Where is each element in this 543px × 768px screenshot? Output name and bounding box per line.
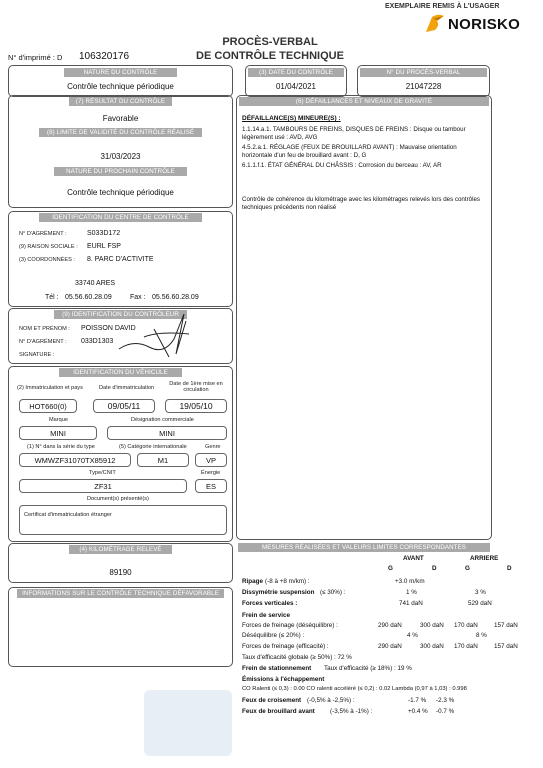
date-controle-box xyxy=(245,65,347,97)
imprime-label: N° d'imprimé : D xyxy=(8,53,63,62)
brouillard-limit: (-3,5% à -1%) : xyxy=(330,708,373,715)
num-pv-header: N° DU PROCÈS-VERBAL xyxy=(360,68,487,77)
controleur-box xyxy=(8,308,233,364)
controleur-nom-label: NOM ET PRÉNOM : xyxy=(19,326,70,332)
frein-stationnement-value: Taux d'efficacité (≥ 18%) : 19 % xyxy=(324,665,412,672)
feff-arg: 170 daN xyxy=(454,643,478,650)
date-controle-header: (3) DATE DU CONTRÔLE xyxy=(248,68,344,77)
controleur-agrement-label: N° D'AGRÉMENT : xyxy=(19,339,67,345)
prochain-header: NATURE DU PROCHAIN CONTRÔLE xyxy=(54,167,187,176)
result-box xyxy=(8,95,233,208)
vehicule-header: IDENTIFICATION DU VÉHICULE xyxy=(59,368,182,377)
brand-name: NORISKO xyxy=(448,16,521,33)
forces-verticales-arriere: 529 daN xyxy=(468,600,492,607)
defaillances-list xyxy=(242,126,484,170)
title-line2: DE CONTRÔLE TECHNIQUE xyxy=(196,50,344,62)
limite-header: (8) LIMITE DE VALIDITÉ DU CONTRÔLE RÉALISÉ xyxy=(39,128,202,137)
date-circ-label: Date de 1ère mise en circulation xyxy=(169,381,223,393)
avant-d-label: D xyxy=(432,565,437,572)
controleur-nom: POISSON DAVID xyxy=(81,325,136,332)
defaillance-item: 4.5.2.a.1. RÉGLAGE (FEUX DE BROUILLARD AVANT) : Mauvaise orientation horizontale d'un feu de brouillard avant : D, G xyxy=(242,144,457,159)
nature-box xyxy=(8,65,233,97)
forces-desequilibre-label: Forces de freinage (déséquilibre) : xyxy=(242,622,338,629)
centre-coord-label: (3) COORDONNÉES : xyxy=(19,257,75,263)
signature-image xyxy=(114,309,194,361)
kilometrage-box xyxy=(8,543,233,583)
blurred-stamp xyxy=(144,690,232,756)
dissym-label: Dissymétrie suspension xyxy=(242,589,315,596)
centre-fax-label: Fax : xyxy=(130,294,146,301)
desequilibre-label: Déséquilibre (≤ 20%) : xyxy=(242,632,305,639)
defavorable-header: INFORMATIONS SUR LE CONTRÔLE TECHNIQUE DÉFAVORABLE xyxy=(17,589,224,598)
avant-label: AVANT xyxy=(403,555,424,562)
fdes-avd: 300 daN xyxy=(420,622,444,629)
emissions-co: CO Ralenti (≤ 0,3) : 0.00 CO ralenti accéléré (≤ 0,2) : 0.02 Lambda (0,97 à 1,03) : 0.998 xyxy=(242,686,467,692)
croisement-label: Feux de croisement xyxy=(242,697,302,704)
feff-avg: 290 daN xyxy=(378,643,402,650)
mesures-section xyxy=(236,543,518,743)
kilometrage-header: (4) KILOMÉTRAGE RELEVÉ xyxy=(69,545,172,554)
mesures-header: MESURES RÉALISÉES ET VALEURS LIMITES CORRESPONDANTES xyxy=(238,543,490,552)
centre-fax: 05.56.60.28.09 xyxy=(152,294,199,301)
taux-efficacite: Taux d'efficacité globale (≥ 50%) : 72 % xyxy=(242,654,352,661)
genre-field: VP xyxy=(195,453,227,467)
croisement-d: -2.3 % xyxy=(436,697,455,704)
desequilibre-avant: 4 % xyxy=(407,632,418,639)
docs-value: Certificat d'immatriculation étranger xyxy=(24,512,112,518)
centre-box xyxy=(8,211,233,307)
defaillances-box xyxy=(236,95,492,540)
serie-field: WMWZF31070TX85912 xyxy=(19,453,131,467)
dissym-limit: (≤ 30%) : xyxy=(320,589,346,596)
type-field: ZF31 xyxy=(19,479,187,493)
defaillances-header: (6) DÉFAILLANCES ET NIVEAUX DE GRAVITÉ xyxy=(239,97,489,106)
defavorable-box xyxy=(8,587,233,667)
result-header: (7) RÉSULTAT DU CONTRÔLE xyxy=(69,97,172,106)
date-immat-label: Date d'immatriculation xyxy=(99,385,155,391)
centre-tel-label: Tél : xyxy=(45,294,59,301)
limite-value: 31/03/2023 xyxy=(100,152,141,161)
imprime-number: 106320176 xyxy=(79,51,130,62)
fdes-arg: 170 daN xyxy=(454,622,478,629)
dissym-arriere: 3 % xyxy=(475,589,486,596)
energie-label: Énergie xyxy=(201,470,221,476)
title-line1: PROCÈS-VERBAL xyxy=(222,36,318,48)
croisement-g: -1.7 % xyxy=(408,697,427,704)
vehicule-box xyxy=(8,366,233,542)
arriere-g-label: G xyxy=(465,565,470,572)
brouillard-g: +0.4 % xyxy=(408,708,428,715)
ripage-limit: (-8 à +8 m/km) : xyxy=(265,578,310,585)
centre-raison-label: (9) RAISON SOCIALE : xyxy=(19,244,78,250)
centre-raison: EURL FSP xyxy=(87,243,121,250)
bird-logo-icon xyxy=(424,13,446,35)
num-pv-box xyxy=(357,65,490,97)
defaillance-item: 6.1.1.f.1. ÉTAT GÉNÉRAL DU CHÂSSIS : Corrosion du berceau : AV, AR xyxy=(242,162,442,169)
frein-stationnement-label: Frein de stationnement xyxy=(242,665,312,672)
feff-ard: 157 daN xyxy=(494,643,518,650)
centre-agrement-label: N° D'AGRÉMENT : xyxy=(19,231,67,237)
energie-field: ES xyxy=(195,479,227,493)
categorie-field: M1 xyxy=(137,453,189,467)
designation-field: MINI xyxy=(107,426,227,440)
centre-agrement: S033D172 xyxy=(87,230,121,237)
date-immat-field: 09/05/11 xyxy=(93,399,155,413)
defaillances-note: Contrôle de cohérence du kilométrage avec les kilométrages relevés lors des contrôles techniques précédents non réalisé xyxy=(242,196,480,211)
fdes-avg: 290 daN xyxy=(378,622,402,629)
controleur-agrement: 033D1303 xyxy=(81,338,114,345)
forces-verticales-label: Forces verticales : xyxy=(242,600,298,607)
feff-avd: 300 daN xyxy=(420,643,444,650)
forces-verticales-avant: 741 daN xyxy=(399,600,423,607)
immat-field: HOT660(0) xyxy=(19,399,77,413)
centre-cp-ville: 33740 ARES xyxy=(75,280,116,287)
centre-tel: 05.56.60.28.09 xyxy=(65,294,112,301)
desequilibre-arriere: 8 % xyxy=(476,632,487,639)
frein-service-label: Frein de service xyxy=(242,612,290,619)
date-circ-field: 19/05/10 xyxy=(165,399,227,413)
docs-label: Document(s) présenté(s) xyxy=(87,496,149,502)
brand-logo xyxy=(424,13,539,35)
defaillance-item: 1.1.14.a.1. TAMBOURS DE FREINS, DISQUES DE FREINS : Disque ou tambour légèrement usé : AVD, AVG xyxy=(242,126,466,141)
arriere-d-label: D xyxy=(507,565,512,572)
defaillances-title: DÉFAILLANCE(S) MINEURE(S) : xyxy=(242,115,341,122)
prochain-value: Contrôle technique périodique xyxy=(67,188,174,197)
centre-header: IDENTIFICATION DU CENTRE DE CONTRÔLE xyxy=(39,213,202,222)
brouillard-d: -0.7 % xyxy=(436,708,455,715)
num-pv-value: 21047228 xyxy=(405,82,442,91)
immat-label: (2) Immatriculation et pays xyxy=(17,385,83,391)
copy-notice: EXEMPLAIRE REMIS À L'USAGER xyxy=(385,3,500,10)
result-value: Favorable xyxy=(102,114,139,123)
forces-efficacite-label: Forces de freinage (efficacité) : xyxy=(242,643,329,650)
marque-label: Marque xyxy=(49,417,68,423)
dissym-avant: 1 % xyxy=(406,589,417,596)
genre-label: Genre xyxy=(205,444,221,450)
ripage-value: +3.0 m/km xyxy=(395,578,425,585)
brouillard-label: Feux de brouillard avant xyxy=(242,708,315,715)
controleur-header: (9) IDENTIFICATION DU CONTRÔLEUR xyxy=(54,310,187,319)
serie-label: (1) N° dans la série du type xyxy=(27,444,95,450)
marque-field: MINI xyxy=(19,426,97,440)
nature-value: Contrôle technique périodique xyxy=(67,82,174,91)
controleur-signature-label: SIGNATURE : xyxy=(19,352,55,358)
ripage-label: Ripage xyxy=(242,578,263,585)
nature-header: NATURE DU CONTRÔLE xyxy=(64,68,177,77)
emissions-label: Émissions à l'échappement xyxy=(242,676,325,683)
kilometrage-value: 89190 xyxy=(109,568,132,577)
arriere-label: ARRIERE xyxy=(470,555,499,562)
type-label: Type/CNIT xyxy=(89,470,116,476)
designation-label: Désignation commerciale xyxy=(131,417,194,423)
docs-field xyxy=(19,505,227,535)
categorie-label: (5) Catégorie internationale xyxy=(119,444,187,450)
croisement-limit: (-0,5% à -2,5%) : xyxy=(307,697,355,704)
centre-adresse: 8. PARC D'ACTIVITE xyxy=(87,256,154,263)
date-controle-value: 01/04/2021 xyxy=(275,82,317,91)
fdes-ard: 157 daN xyxy=(494,622,518,629)
avant-g-label: G xyxy=(388,565,393,572)
